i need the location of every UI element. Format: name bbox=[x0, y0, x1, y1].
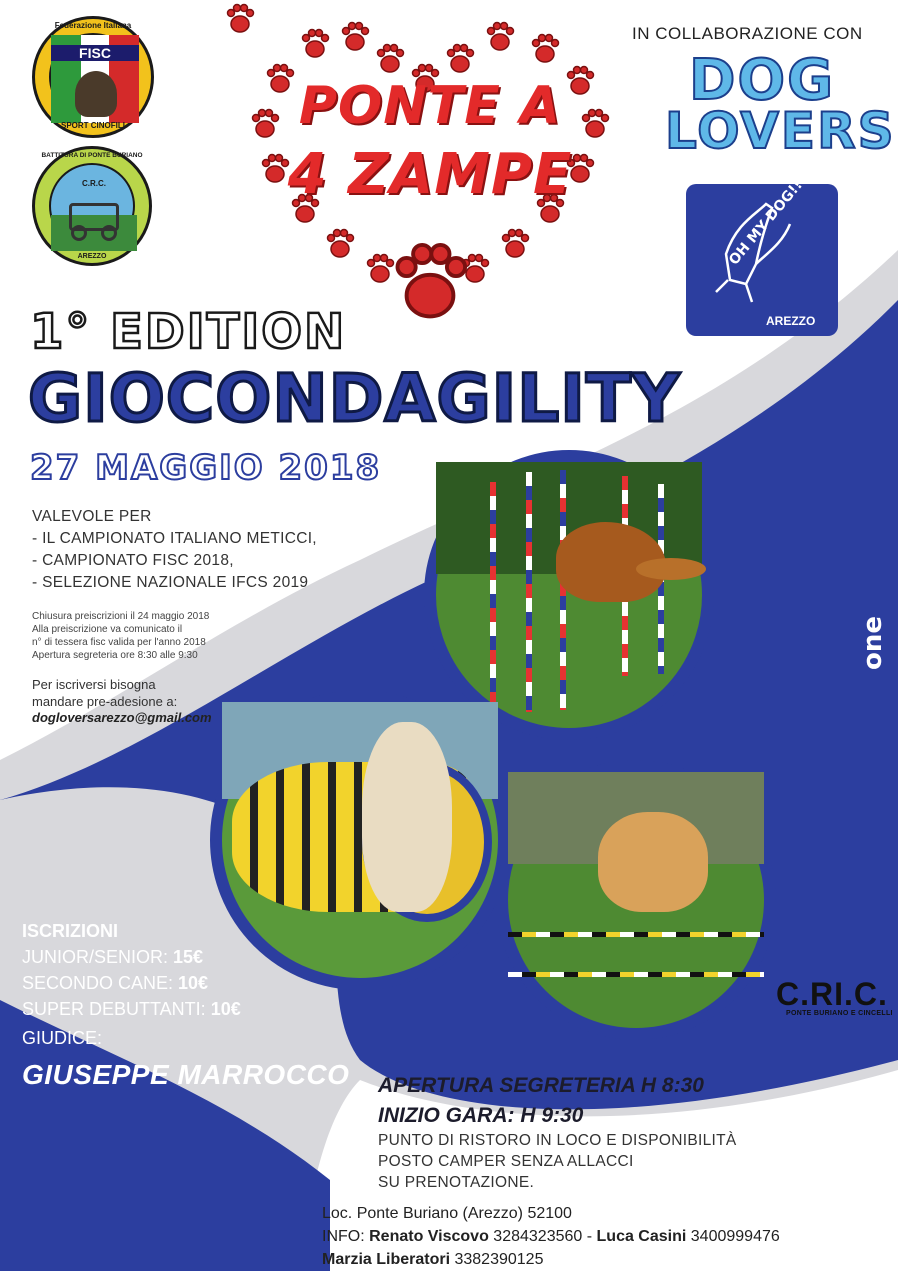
fisc-bottom-text: SPORT CINOFILI bbox=[61, 121, 125, 130]
oh-my-dog-logo bbox=[686, 172, 838, 336]
footer-location: Loc. Ponte Buriano (Arezzo) 52100 bbox=[322, 1205, 572, 1222]
schedule-info-line: PUNTO DI RISTORO IN LOCO E DISPONIBILITÀ bbox=[378, 1132, 737, 1149]
event-date: 27 MAGGIO 2018 bbox=[30, 448, 382, 488]
valevole-line: - IL CAMPIONATO ITALIANO METICCI, bbox=[32, 530, 317, 547]
dog-lovers-line1: DOG bbox=[689, 48, 836, 113]
valevole-line: - CAMPIONATO FISC 2018, bbox=[32, 552, 234, 569]
cric-logo: C.RI.C. bbox=[776, 976, 888, 1012]
signup-email-link[interactable]: dogloversarezzo@gmail.com bbox=[32, 710, 212, 725]
footer-info-line: INFO: Renato Viscovo 3284323560 - Luca Casini 3400999476 bbox=[322, 1228, 780, 1245]
edition-label: 1° EDITION bbox=[30, 304, 347, 360]
signup-line: mandare pre-adesione a: bbox=[32, 694, 178, 709]
schedule-info-line: POSTO CAMPER SENZA ALLACCI bbox=[378, 1153, 634, 1170]
valevole-line: VALEVOLE PER bbox=[32, 508, 152, 525]
one-creative-logo bbox=[858, 616, 918, 670]
signup-info bbox=[32, 676, 177, 710]
contact-name: Luca Casini bbox=[596, 1228, 687, 1245]
footer-contacts bbox=[322, 1202, 780, 1271]
valevole-line: - SELEZIONE NAZIONALE IFCS 2019 bbox=[32, 574, 309, 591]
oh-my-dog-label: OH MY DOG!!! bbox=[726, 172, 810, 269]
note-line: Chiusura preiscrizioni il 24 maggio 2018 bbox=[32, 611, 210, 622]
segreteria-time: APERTURA SEGRETERIA H 8:30 bbox=[378, 1074, 704, 1097]
schedule-info bbox=[378, 1130, 737, 1193]
fisc-center-text: FISC bbox=[51, 45, 139, 61]
photo-weave-poles bbox=[424, 450, 714, 740]
gara-time: INIZIO GARA: H 9:30 bbox=[378, 1104, 584, 1127]
battitura-center-text: C.R.C. bbox=[82, 179, 106, 188]
dog-lovers-logo bbox=[665, 48, 896, 168]
contact-name: Renato Viscovo bbox=[369, 1228, 489, 1245]
cric-subtitle: PONTE BURIANO E CINCELLI bbox=[786, 1010, 893, 1017]
contact-phone[interactable]: 3382390125 bbox=[450, 1251, 544, 1268]
note-line: Alla preiscrizione va comunicato il bbox=[32, 624, 183, 635]
schedule-info-line: SU PRENOTAZIONE. bbox=[378, 1174, 535, 1191]
one-creative-name: one bbox=[858, 615, 888, 670]
signup-line: Per iscriversi bisogna bbox=[32, 677, 156, 692]
judge-label: GIUDICE: bbox=[22, 1028, 103, 1048]
contact-phone[interactable]: 3400999476 bbox=[686, 1228, 780, 1245]
dog-lovers-line2: LOVERS bbox=[665, 102, 896, 160]
event-title-line2: 4 ZAMPE bbox=[287, 142, 573, 207]
judge-name: GIUSEPPE MARROCCO bbox=[22, 1059, 350, 1090]
event-title-line1: PONTE A bbox=[298, 76, 562, 136]
note-line: Apertura segreteria ore 8:30 alle 9:30 bbox=[32, 650, 198, 661]
oh-my-dog-city: AREZZO bbox=[766, 314, 816, 328]
footer-info-line bbox=[322, 1248, 780, 1271]
fee-row: SUPER DEBUTTANTI: 10€ bbox=[22, 999, 241, 1019]
fee-row: SECONDO CANE: 10€ bbox=[22, 973, 209, 993]
battitura-bottom-text: AREZZO bbox=[77, 253, 107, 260]
note-line: n° di tessera fisc valida per l'anno 2018 bbox=[32, 637, 206, 648]
registration-notes bbox=[32, 610, 209, 662]
fees-heading: ISCRIZIONI bbox=[22, 921, 119, 941]
battitura-ring-text: BATTITURA DI PONTE BURIANO bbox=[41, 152, 143, 159]
contact-phone[interactable]: 3284323560 - bbox=[488, 1228, 597, 1245]
one-creative-sub: creative lab bbox=[904, 622, 913, 670]
fee-row: JUNIOR/SENIOR: 15€ bbox=[22, 947, 204, 967]
collaboration-label: IN COLLABORAZIONE CON bbox=[632, 24, 863, 43]
photo-jump bbox=[496, 760, 776, 1040]
event-name: GIOCONDAGILITY bbox=[28, 360, 681, 437]
battitura-logo bbox=[32, 146, 152, 266]
valevole-list bbox=[32, 506, 317, 594]
fisc-ring-text: Federazione Italiana bbox=[54, 21, 132, 30]
contact-name: Marzia Liberatori bbox=[322, 1251, 451, 1268]
fisc-logo bbox=[32, 16, 154, 138]
fees-section bbox=[22, 918, 349, 1091]
